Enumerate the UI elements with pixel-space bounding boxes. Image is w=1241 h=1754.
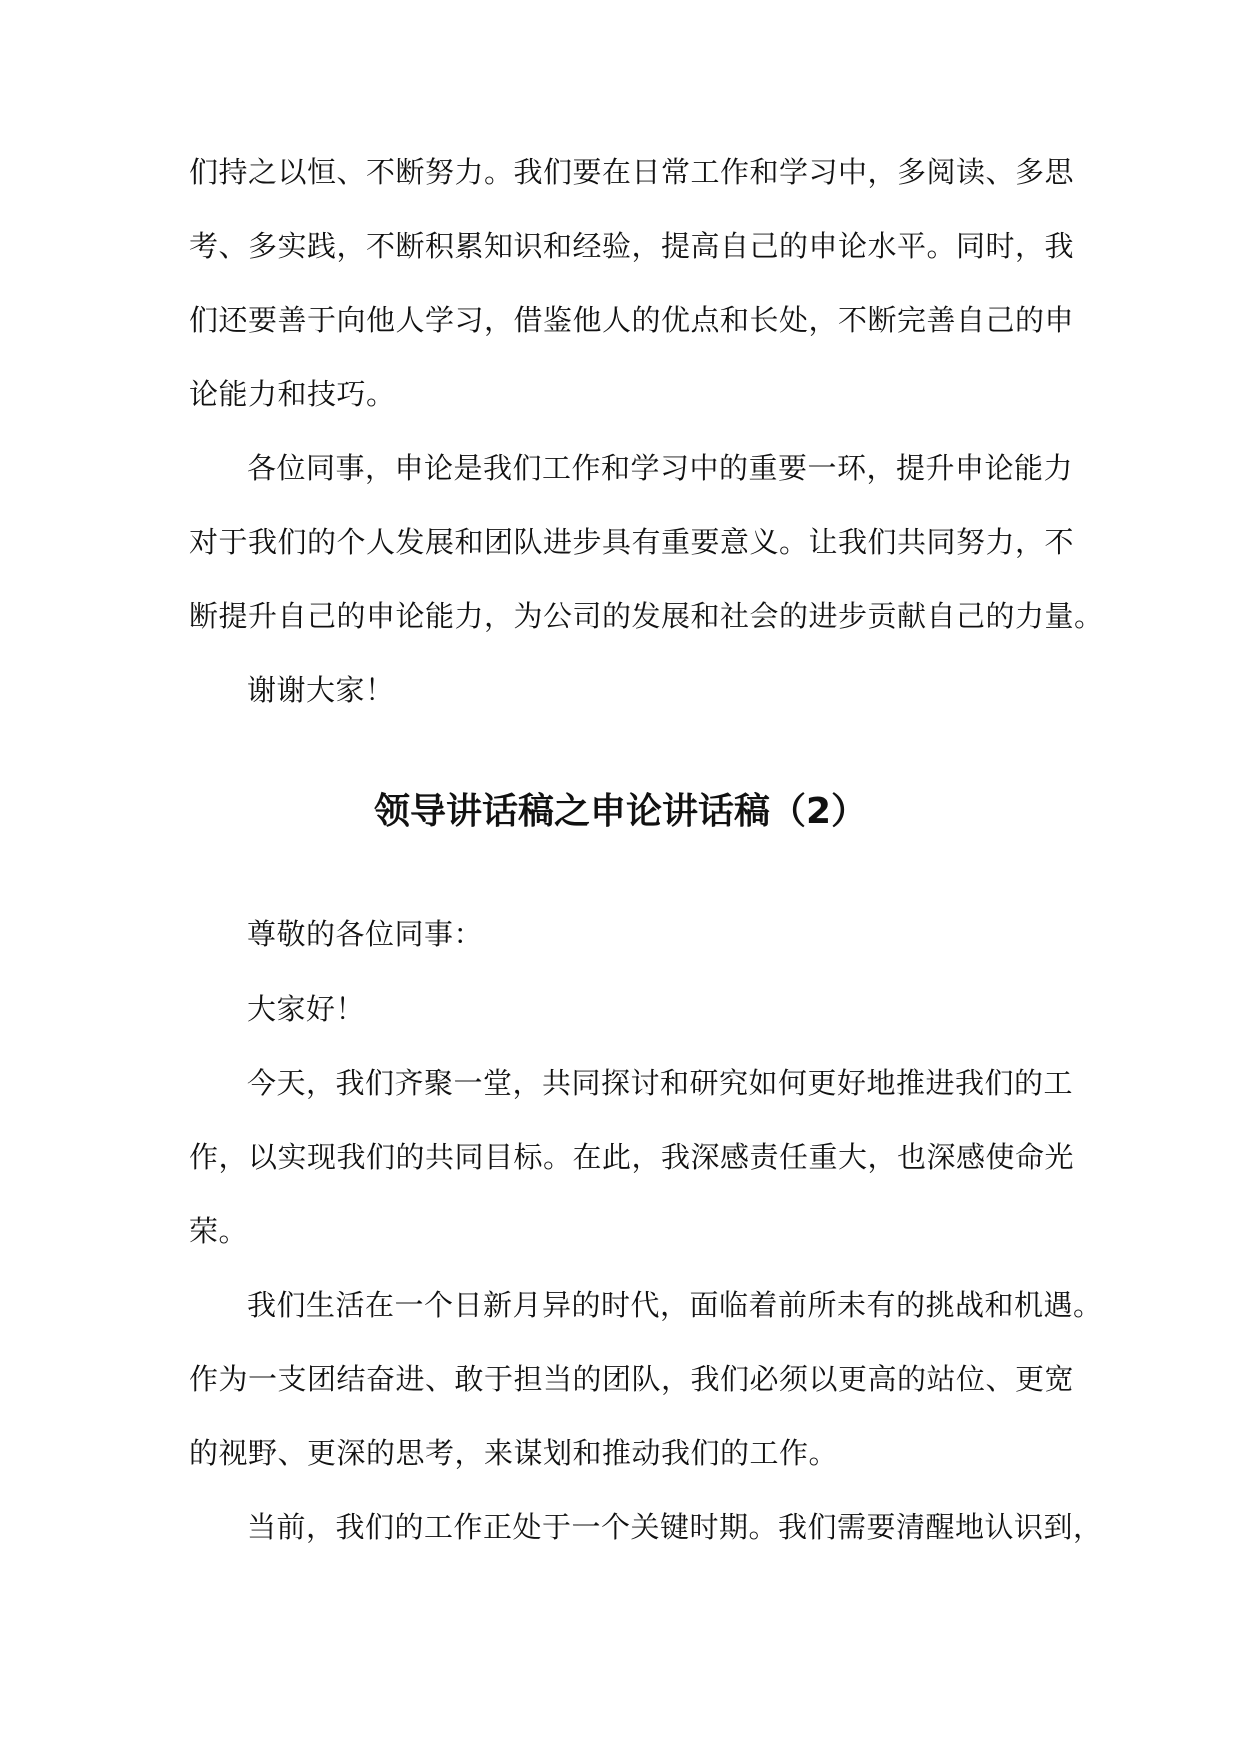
- text-line: 论能力和技巧。: [189, 377, 396, 411]
- text-line: 作，以实现我们的共同目标。在此，我深感责任重大，也深感使命光: [189, 1140, 1075, 1174]
- greeting-line: 大家好！: [247, 992, 366, 1026]
- text-line: 荣。: [189, 1214, 249, 1248]
- text-line: 今天，我们齐聚一堂，共同探讨和研究如何更好地推进我们的工: [247, 1066, 1074, 1100]
- text-line: 我们生活在一个日新月异的时代，面临着前所未有的挑战和机遇。: [247, 1288, 1103, 1322]
- text-line: 考、多实践，不断积累知识和经验，提高自己的申论水平。同时，我: [189, 229, 1075, 263]
- salutation-line: 尊敬的各位同事：: [247, 917, 484, 951]
- text-line: 断提升自己的申论能力，为公司的发展和社会的进步贡献自己的力量。: [189, 599, 1104, 633]
- text-line: 们持之以恒、不断努力。我们要在日常工作和学习中，多阅读、多思: [189, 155, 1075, 189]
- text-line: 们还要善于向他人学习，借鉴他人的优点和长处，不断完善自己的申: [189, 303, 1075, 337]
- section-title: 领导讲话稿之申论讲话稿（2）: [373, 791, 868, 832]
- text-line: 各位同事，申论是我们工作和学习中的重要一环，提升申论能力: [247, 451, 1074, 485]
- text-line: 作为一支团结奋进、敢于担当的团队，我们必须以更高的站位、更宽: [189, 1362, 1075, 1396]
- text-line: 当前，我们的工作正处于一个关键时期。我们需要清醒地认识到，: [247, 1510, 1103, 1544]
- closing-line: 谢谢大家！: [247, 673, 395, 707]
- text-line: 对于我们的个人发展和团队进步具有重要意义。让我们共同努力，不: [189, 525, 1075, 559]
- text-line: 的视野、更深的思考，来谋划和推动我们的工作。: [189, 1436, 839, 1470]
